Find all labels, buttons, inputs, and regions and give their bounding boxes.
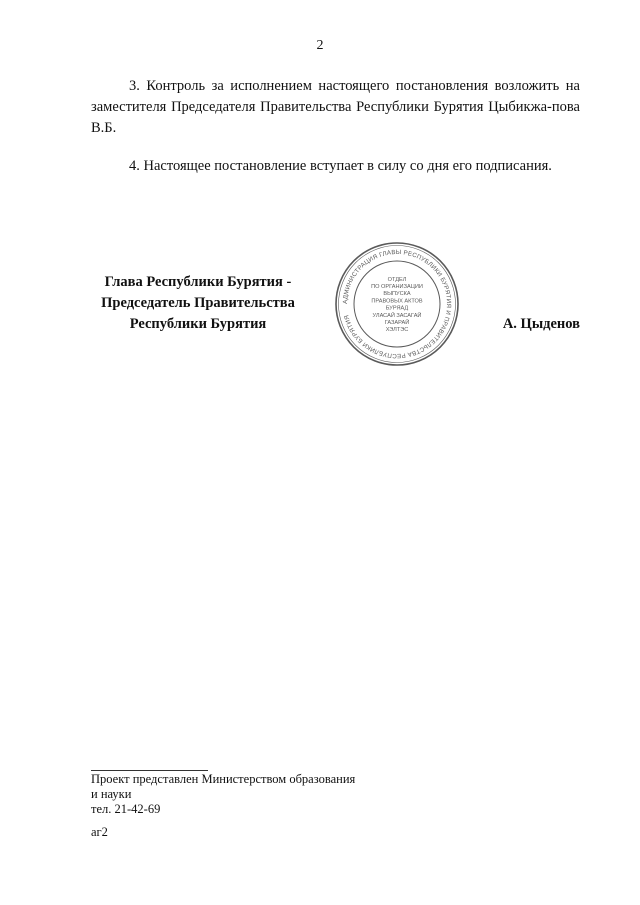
paragraph-3: 3. Контроль за исполнением настоящего постановления возложить на заместителя Председателя Правительства Республики Бурятия Цыбикжа-пова В.Б.	[91, 78, 580, 136]
seal-center-line: ПО ОРГАНИЗАЦИИ	[371, 284, 423, 290]
footnote-line-1: Проект представлен Министерством образования	[91, 772, 356, 786]
seal-ring-text-path: АДМИНИСТРАЦИЯ ГЛАВЫ РЕСПУБЛИКИ БУРЯТИЯ И ПРАВИТЕЛЬСТВА РЕСПУБЛИКИ БУРЯТИЯ	[341, 248, 453, 360]
signatory-title-line-2: Председатель Правительства	[101, 295, 295, 311]
footnote	[91, 772, 411, 817]
signatory-name: А. Цыденов	[502, 316, 580, 332]
signatory-title	[80, 272, 316, 335]
seal-center-line: ПРАВОВЫХ АКТОВ	[371, 298, 423, 305]
seal-center-line: ОТДЕЛ	[387, 276, 407, 283]
footnote-divider	[91, 770, 208, 771]
seal-center-line: УЛАСАЙ ЗАСАГАЙ	[372, 312, 422, 319]
seal-center-line: ВЫПУСКА	[383, 291, 411, 298]
seal-center-line: ХЭЛТЭС	[385, 327, 409, 334]
seal-center-line: ГАЗАРАЙ	[384, 320, 410, 326]
document-code: аг2	[91, 825, 108, 839]
signatory-title-line-1: Глава Республики Бурятия -	[104, 274, 292, 290]
footnote-line-2: и науки	[91, 787, 132, 801]
footnote-line-3: тел. 21-42-69	[91, 802, 161, 816]
page-number: 2	[316, 38, 324, 53]
official-seal	[333, 240, 461, 368]
paragraph-4: 4. Настоящее постановление вступает в силу со дня его подписания.	[129, 158, 552, 174]
signatory-title-line-3: Республики Бурятия	[129, 316, 267, 332]
seal-center-line: БУРЯАД	[385, 305, 409, 312]
